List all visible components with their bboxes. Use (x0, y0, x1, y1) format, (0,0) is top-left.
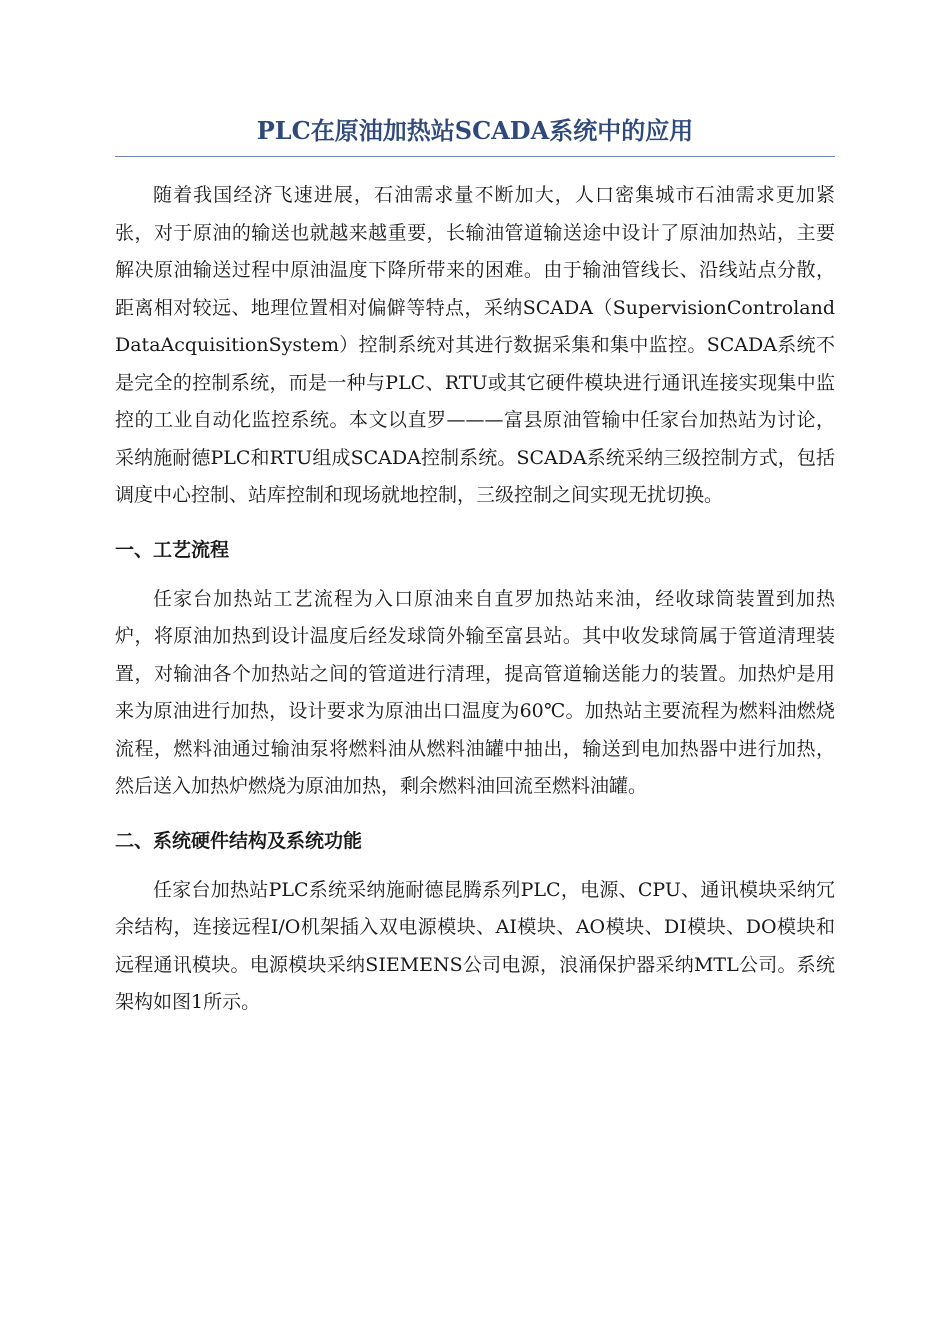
section-paragraph-hardware: 任家台加热站PLC系统采纳施耐德昆腾系列PLC，电源、CPU、通讯模块采纳冗余结构，连接远程I/O机架插入双电源模块、AI模块、AO模块、DI模块、DO模块和远程通讯模块。电源模块采纳SIEMENS公司电源，浪涌保护器采纳MTL公司。系统架构如图1所示。 (115, 878, 835, 1013)
intro-paragraph: 随着我国经济飞速进展，石油需求量不断加大，人口密集城市石油需求更加紧张，对于原油的输送也就越来越重要，长输油管道输送途中设计了原油加热站，主要解决原油输送过程中原油温度下降所带来的困难。由于输油管线长、沿线站点分散，距离相对较远、地理位置相对偏僻等特点，采纳SCADA（SupervisionControlandDataAcquisitionSystem）控制系统对其进行数据采集和集中监控。SCADA系统不是完全的控制系统，而是一种与PLC、RTU或其它硬件模块进行通讯连接实现集中监控的工业自动化监控系统。本文以直罗———富县原油管输中任家台加热站为讨论，采纳施耐德PLC和RTU组成SCADA控制系统。SCADA系统采纳三级控制方式，包括调度中心控制、站库控制和现场就地控制，三级控制之间实现无扰切换。 (115, 184, 835, 506)
section-heading-process: 一、工艺流程 (115, 538, 230, 561)
document-page (115, 110, 835, 1022)
document-title: PLC在原油加热站SCADA系统中的应用 (115, 110, 835, 157)
section-heading-hardware: 二、系统硬件结构及系统功能 (115, 829, 363, 852)
section-paragraph-process: 任家台加热站工艺流程为入口原油来自直罗加热站来油，经收球筒装置到加热炉，将原油加热到设计温度后经发球筒外输至富县站。其中收发球筒属于管道清理装置，对输油各个加热站之间的管道进行清理，提高管道输送能力的装置。加热炉是用来为原油进行加热，设计要求为原油出口温度为60℃。加热站主要流程为燃料油燃烧流程，燃料油通过输油泵将燃料油从燃料油罐中抽出，输送到电加热器中进行加热，然后送入加热炉燃烧为原油加热，剩余燃料油回流至燃料油罐。 (115, 587, 835, 797)
